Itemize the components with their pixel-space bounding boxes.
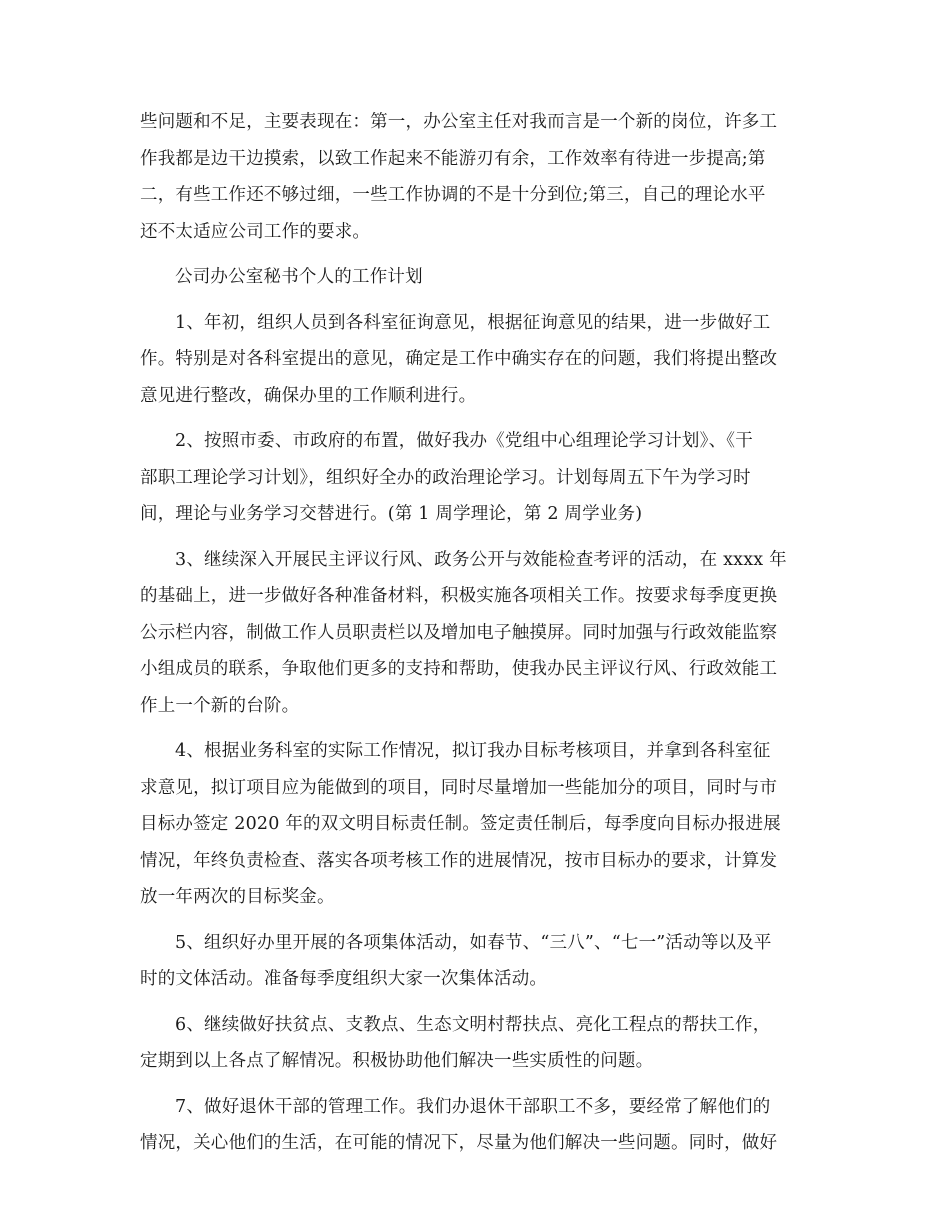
paragraph (140, 542, 812, 725)
text-line: 时的文体活动。准备每季度组织大家一次集体活动。 (140, 969, 548, 989)
paragraph (140, 305, 812, 415)
text-line: 2、按照市委、市政府的布置，做好我办《党组中心组理论学习计划》、《干 (175, 431, 753, 451)
text-line: 作上一个新的台阶。 (140, 695, 300, 716)
text-line: 小组成员的联系，争取他们更多的支持和帮助，使我办民主评议行风、行政效能工 (140, 659, 778, 679)
text-line: 4、根据业务科室的实际工作情况，拟订我办目标考核项目，并拿到各科室征 (175, 741, 771, 761)
text-line: 3、继续深入开展民主评议行风、政务公开与效能检查考评的活动，在 xxxx 年 (175, 549, 787, 570)
text-line: 意见进行整改，确保办里的工作顺利进行。 (140, 385, 477, 406)
text-line: 情况，年终负责检查、落实各项考核工作的进展情况，按市目标办的要求，计算发 (140, 850, 778, 871)
text-line: 求意见，拟订项目应为能做到的项目，同时尽量增加一些能加分的项目，同时与市 (140, 777, 778, 798)
text-line: 公司办公室秘书个人的工作计划 (175, 267, 423, 287)
text-line: 放一年两次的目标奖金。 (140, 887, 335, 907)
paragraph (140, 423, 812, 533)
text-line: 二，有些工作还不够过细，一些工作协调的不是十分到位;第三，自己的理论水平 (140, 185, 766, 205)
text-line: 作我都是边干边摸索，以致工作起来不能游刃有余，工作效率有待进一步提高;第 (140, 148, 766, 169)
text-line: 1、年初，组织人员到各科室征询意见，根据征询意见的结果，进一步做好工 (175, 312, 771, 333)
text-line: 作。特别是对各科室提出的意见，确定是工作中确实存在的问题，我们将提出整改 (140, 349, 778, 369)
text-line: 公示栏内容，制做工作人员职责栏以及增加电子触摸屏。同时加强与行政效能监察 (140, 622, 778, 643)
text-line: 情况，关心他们的生活，在可能的情况下，尽量为他们解决一些问题。同时，做好 (140, 1133, 778, 1153)
text-line: 部职工理论学习计划》，组织好全办的政治理论学习。计划每周五下午为学习时 (140, 467, 751, 488)
paragraph (140, 104, 812, 250)
text-line: 定期到以上各点了解情况。积极协助他们解决一些实质性的问题。 (140, 1051, 654, 1071)
text-line: 的基础上，进一步做好各种准备材料，积极实施各项相关工作。按要求每季度更换 (140, 586, 778, 606)
text-line: 还不太适应公司工作的要求。 (140, 221, 371, 242)
text-line: 5、组织好办里开展的各项集体活动，如春节、“三八”、“七一”活动等以及平 (175, 932, 772, 953)
section-heading (140, 259, 812, 296)
document-body (140, 104, 812, 1171)
text-line: 7、做好退休干部的管理工作。我们办退休干部职工不多，要经常了解他们的 (175, 1096, 771, 1117)
paragraph (140, 1089, 812, 1162)
paragraph (140, 1007, 812, 1080)
text-line: 间，理论与业务学习交替进行。(第 1 周学理论，第 2 周学业务) (140, 504, 643, 524)
text-line: 目标办签定 2020 年的双文明目标责任制。签定责任制后，每季度向目标办报进展 (140, 814, 781, 834)
paragraph (140, 925, 812, 998)
text-line: 6、继续做好扶贫点、支教点、生态文明村帮扶点、亮化工程点的帮扶工作， (175, 1014, 771, 1035)
text-line: 些问题和不足，主要表现在：第一，办公室主任对我而言是一个新的岗位，许多工 (140, 112, 778, 132)
paragraph (140, 733, 812, 916)
